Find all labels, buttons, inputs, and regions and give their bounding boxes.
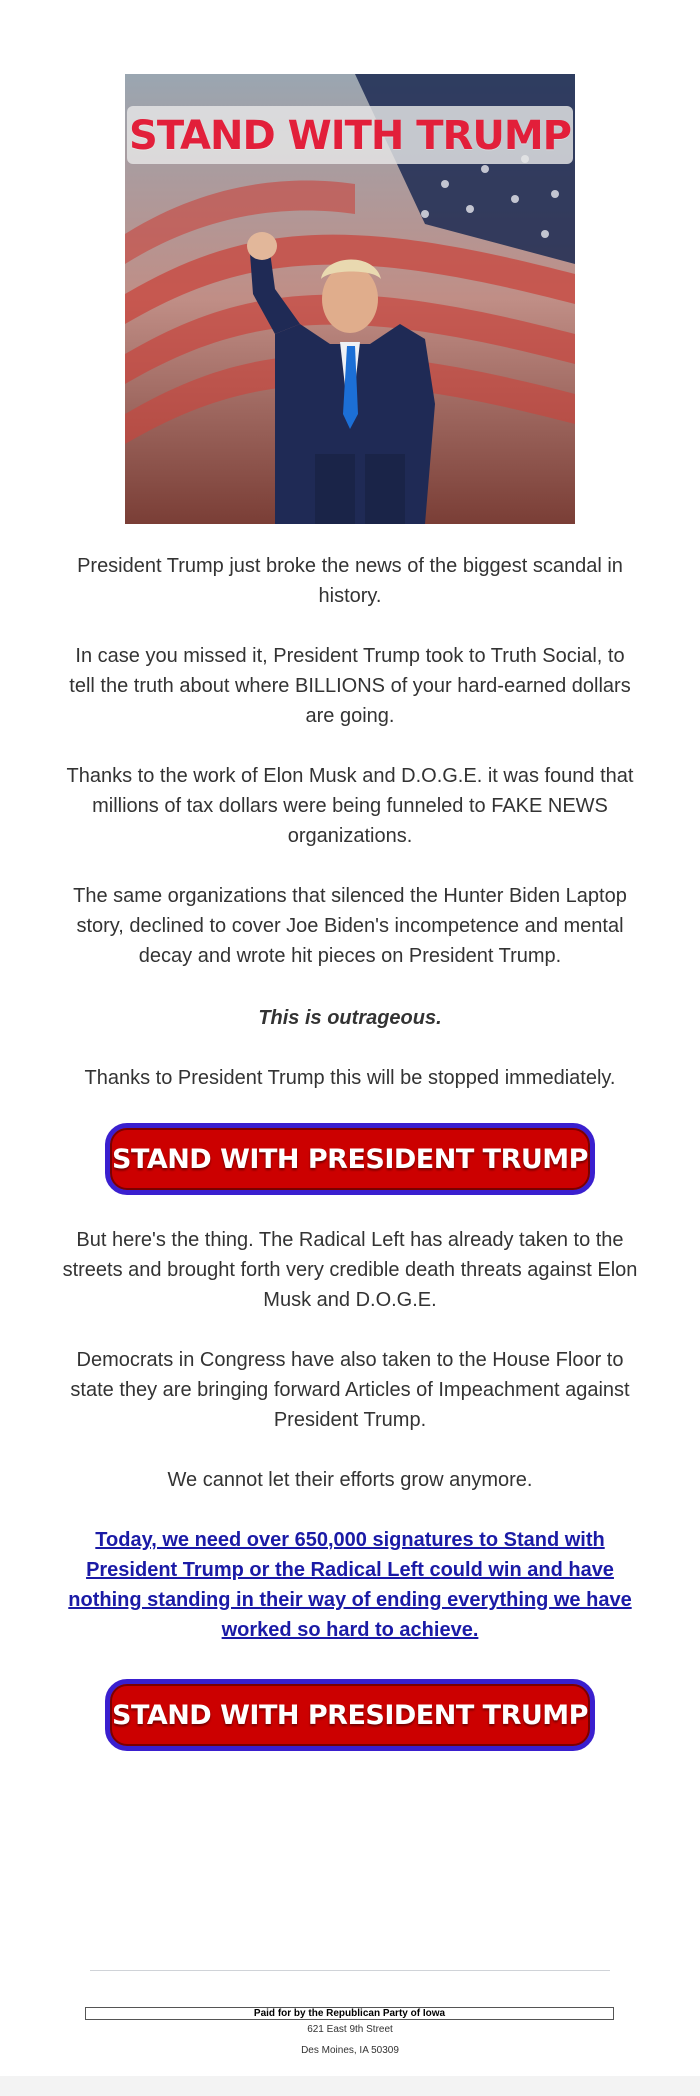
footer-divider — [90, 1970, 610, 1971]
footer-city: Des Moines, IA 50309 — [301, 2045, 399, 2056]
paragraph-laptop-story: The same organizations that silenced the Hunter Biden Laptop story, declined to cover Joe Biden's incompetence and mental decay and wrote hit pieces on President Trump. — [73, 885, 627, 967]
paragraph-truth-social: In case you missed it, President Trump took to Truth Social, to tell the truth about where BILLIONS of your hard-earned dollars are going. — [69, 645, 631, 727]
paid-for-disclaimer: Paid for by the Republican Party of Iowa — [85, 2007, 614, 2020]
paragraph-scandal: President Trump just broke the news of the biggest scandal in history. — [77, 555, 623, 607]
paragraph-impeachment: Democrats in Congress have also taken to the House Floor to state they are bringing forward Articles of Impeachment against President Trump. — [70, 1349, 630, 1431]
paragraph-efforts: We cannot let their efforts grow anymore. — [167, 1469, 533, 1491]
paragraph-radical-left: But here's the thing. The Radical Left has already taken to the streets and brought forth very credible death threats against Elon Musk and D.O.G.E. — [62, 1229, 638, 1311]
cta-label-2: STAND WITH PRESIDENT TRUMP — [112, 1699, 588, 1731]
signatures-link[interactable]: Today, we need over 650,000 signatures to Stand with President Trump or the Radical Left could win and have nothing standing in their way of ending everything we have worked so hard to achieve. — [68, 1529, 632, 1641]
hero-image[interactable] — [125, 74, 575, 524]
paragraph-stopped: Thanks to President Trump this will be stopped immediately. — [84, 1067, 616, 1089]
paragraph-outrageous: This is outrageous. — [258, 1007, 442, 1029]
footer-street: 621 East 9th Street — [307, 2024, 393, 2035]
stand-with-trump-button-2[interactable] — [105, 1679, 595, 1751]
hero-title: STAND WITH TRUMP — [129, 113, 571, 159]
paragraph-doge: Thanks to the work of Elon Musk and D.O.G.E. it was found that millions of tax dollars were being funneled to FAKE NEWS organizations. — [66, 765, 634, 847]
cta-label: STAND WITH PRESIDENT TRUMP — [112, 1143, 588, 1175]
stand-with-trump-button[interactable] — [105, 1123, 595, 1195]
